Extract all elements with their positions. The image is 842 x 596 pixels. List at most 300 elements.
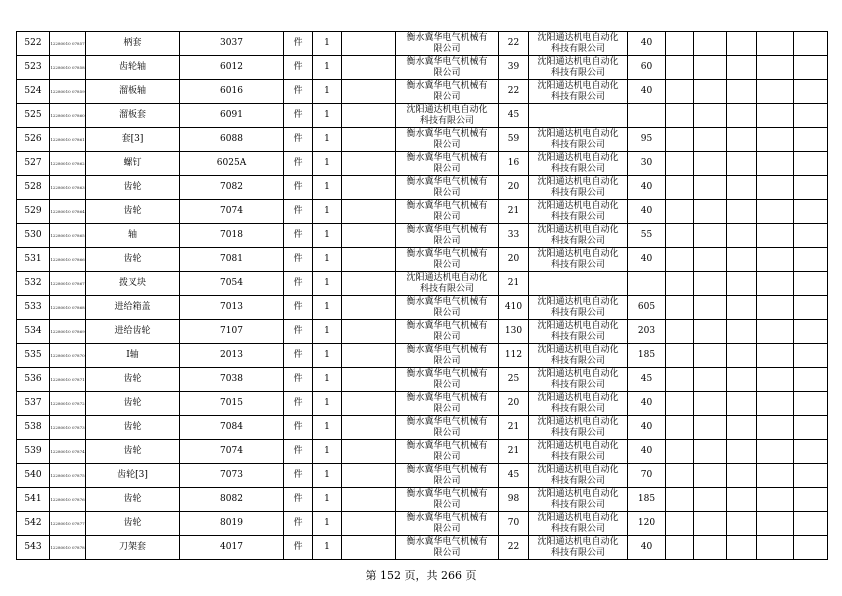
cell-empty xyxy=(694,368,727,392)
supplier-line: 沈阳通达机电自动化 xyxy=(537,368,619,379)
cell-empty xyxy=(342,464,396,488)
cell-supplier-2 xyxy=(529,392,628,416)
cell-part-number: 7038 xyxy=(180,368,284,392)
cell-price-1: 130 xyxy=(499,320,529,344)
cell-empty xyxy=(727,200,757,224)
cell-part-number: 7018 xyxy=(180,224,284,248)
cell-empty xyxy=(694,488,727,512)
cell-unit: 件 xyxy=(284,368,313,392)
cell-supplier-2 xyxy=(529,464,628,488)
cell-supplier-1 xyxy=(396,392,499,416)
cell-empty xyxy=(727,536,757,560)
cell-empty xyxy=(666,488,694,512)
cell-row-number: 535 xyxy=(17,344,50,368)
cell-empty xyxy=(342,320,396,344)
supplier-line: 衡水冀华电气机械有 xyxy=(406,80,488,91)
cell-price-2: 95 xyxy=(628,128,666,152)
cell-part-number: 2013 xyxy=(180,344,284,368)
cell-empty xyxy=(727,32,757,56)
cell-part-number: 7107 xyxy=(180,320,284,344)
supplier-line: 限公司 xyxy=(433,307,461,318)
cell-empty xyxy=(794,128,828,152)
cell-supplier-1 xyxy=(396,368,499,392)
cell-part-name: 齿轮 xyxy=(86,200,180,224)
cell-empty xyxy=(727,464,757,488)
cell-empty xyxy=(666,416,694,440)
cell-row-number: 529 xyxy=(17,200,50,224)
supplier-line: 沈阳通达机电自动化 xyxy=(537,80,619,91)
supplier-line: 科技有限公司 xyxy=(550,427,605,438)
cell-quantity: 1 xyxy=(313,512,342,536)
cell-price-1: 25 xyxy=(499,368,529,392)
table-row xyxy=(17,80,828,104)
cell-empty xyxy=(666,464,694,488)
table-row xyxy=(17,440,828,464)
cell-empty xyxy=(694,152,727,176)
cell-part-name: 齿轮 xyxy=(86,416,180,440)
cell-part-name: 齿轮 xyxy=(86,440,180,464)
supplier-line: 科技有限公司 xyxy=(550,499,605,510)
page-footer xyxy=(0,567,842,583)
cell-price-2: 45 xyxy=(628,368,666,392)
cell-supplier-2 xyxy=(529,104,628,128)
supplier-line: 衡水冀华电气机械有 xyxy=(406,152,488,163)
cell-supplier-2 xyxy=(529,248,628,272)
cell-empty xyxy=(757,536,794,560)
cell-empty xyxy=(757,488,794,512)
cell-empty xyxy=(342,536,396,560)
cell-empty xyxy=(342,56,396,80)
cell-material-code: 12280010 07867 xyxy=(50,272,86,296)
cell-material-code: 12280010 07857 xyxy=(50,32,86,56)
cell-empty xyxy=(342,272,396,296)
cell-empty xyxy=(757,464,794,488)
cell-row-number: 530 xyxy=(17,224,50,248)
supplier-line: 衡水冀华电气机械有 xyxy=(406,416,488,427)
cell-price-2 xyxy=(628,104,666,128)
cell-empty xyxy=(666,152,694,176)
cell-empty xyxy=(757,152,794,176)
cell-supplier-1 xyxy=(396,416,499,440)
cell-empty xyxy=(342,32,396,56)
cell-empty xyxy=(342,152,396,176)
cell-material-code: 12280010 07862 xyxy=(50,152,86,176)
cell-empty xyxy=(727,392,757,416)
supplier-line: 科技有限公司 xyxy=(550,139,605,150)
cell-empty xyxy=(666,128,694,152)
cell-empty xyxy=(757,104,794,128)
cell-row-number: 539 xyxy=(17,440,50,464)
cell-price-2: 55 xyxy=(628,224,666,248)
cell-supplier-1 xyxy=(396,320,499,344)
supplier-line: 科技有限公司 xyxy=(550,259,605,270)
supplier-line: 限公司 xyxy=(433,259,461,270)
cell-material-code: 12280010 07869 xyxy=(50,320,86,344)
cell-part-name: 齿轮[3] xyxy=(86,464,180,488)
cell-quantity: 1 xyxy=(313,152,342,176)
cell-empty xyxy=(757,32,794,56)
cell-part-number: 8082 xyxy=(180,488,284,512)
cell-price-1: 112 xyxy=(499,344,529,368)
cell-empty xyxy=(666,320,694,344)
supplier-line: 限公司 xyxy=(433,163,461,174)
cell-empty xyxy=(694,200,727,224)
cell-empty xyxy=(757,272,794,296)
cell-empty xyxy=(757,128,794,152)
cell-price-2: 40 xyxy=(628,416,666,440)
cell-part-name: 进给箱盖 xyxy=(86,296,180,320)
cell-empty xyxy=(694,176,727,200)
cell-price-2: 605 xyxy=(628,296,666,320)
cell-empty xyxy=(666,104,694,128)
table-row xyxy=(17,128,828,152)
supplier-line: 沈阳通达机电自动化 xyxy=(406,104,488,115)
cell-part-number: 7015 xyxy=(180,392,284,416)
cell-empty xyxy=(694,56,727,80)
cell-row-number: 538 xyxy=(17,416,50,440)
table-row xyxy=(17,296,828,320)
supplier-line: 科技有限公司 xyxy=(550,331,605,342)
cell-row-number: 523 xyxy=(17,56,50,80)
cell-supplier-1 xyxy=(396,344,499,368)
table-row xyxy=(17,56,828,80)
cell-unit: 件 xyxy=(284,392,313,416)
cell-material-code: 12280010 07863 xyxy=(50,176,86,200)
cell-unit: 件 xyxy=(284,224,313,248)
cell-empty xyxy=(694,464,727,488)
cell-quantity: 1 xyxy=(313,320,342,344)
table-row xyxy=(17,248,828,272)
supplier-line: 限公司 xyxy=(433,331,461,342)
table-row xyxy=(17,320,828,344)
supplier-line: 限公司 xyxy=(433,211,461,222)
cell-part-name: 溜板套 xyxy=(86,104,180,128)
cell-price-1: 33 xyxy=(499,224,529,248)
cell-empty xyxy=(727,296,757,320)
cell-row-number: 541 xyxy=(17,488,50,512)
cell-supplier-1 xyxy=(396,272,499,296)
cell-empty xyxy=(342,80,396,104)
cell-empty xyxy=(666,80,694,104)
cell-empty xyxy=(794,536,828,560)
cell-row-number: 527 xyxy=(17,152,50,176)
cell-empty xyxy=(342,440,396,464)
cell-part-name: 齿轮轴 xyxy=(86,56,180,80)
cell-empty xyxy=(794,488,828,512)
cell-supplier-2 xyxy=(529,200,628,224)
table-row xyxy=(17,272,828,296)
cell-row-number: 537 xyxy=(17,392,50,416)
supplier-line: 衡水冀华电气机械有 xyxy=(406,176,488,187)
cell-part-name: 齿轮 xyxy=(86,488,180,512)
cell-supplier-2 xyxy=(529,272,628,296)
cell-material-code: 12280010 07878 xyxy=(50,536,86,560)
supplier-line: 科技有限公司 xyxy=(419,115,474,126)
cell-empty xyxy=(694,32,727,56)
cell-empty xyxy=(794,32,828,56)
cell-part-number: 4017 xyxy=(180,536,284,560)
cell-empty xyxy=(727,440,757,464)
cell-unit: 件 xyxy=(284,104,313,128)
cell-unit: 件 xyxy=(284,416,313,440)
cell-unit: 件 xyxy=(284,344,313,368)
supplier-line: 沈阳通达机电自动化 xyxy=(537,488,619,499)
cell-empty xyxy=(694,224,727,248)
cell-empty xyxy=(757,176,794,200)
cell-empty xyxy=(757,296,794,320)
cell-part-name: 轴 xyxy=(86,224,180,248)
cell-supplier-2 xyxy=(529,128,628,152)
cell-quantity: 1 xyxy=(313,416,342,440)
cell-supplier-1 xyxy=(396,176,499,200)
cell-price-1: 16 xyxy=(499,152,529,176)
cell-unit: 件 xyxy=(284,320,313,344)
supplier-line: 限公司 xyxy=(433,427,461,438)
supplier-line: 限公司 xyxy=(433,403,461,414)
cell-unit: 件 xyxy=(284,488,313,512)
cell-empty xyxy=(794,368,828,392)
cell-price-1: 70 xyxy=(499,512,529,536)
supplier-line: 衡水冀华电气机械有 xyxy=(406,440,488,451)
supplier-line: 沈阳通达机电自动化 xyxy=(537,320,619,331)
cell-unit: 件 xyxy=(284,128,313,152)
cell-material-code: 12280010 07870 xyxy=(50,344,86,368)
supplier-line: 科技有限公司 xyxy=(550,547,605,558)
supplier-line: 衡水冀华电气机械有 xyxy=(406,128,488,139)
supplier-line: 限公司 xyxy=(433,235,461,246)
table-row xyxy=(17,32,828,56)
cell-empty xyxy=(666,272,694,296)
supplier-line: 科技有限公司 xyxy=(550,523,605,534)
supplier-line: 限公司 xyxy=(433,67,461,78)
footer-prefix: 第 xyxy=(365,569,377,582)
cell-part-name: 齿轮 xyxy=(86,368,180,392)
cell-supplier-1 xyxy=(396,464,499,488)
table-row xyxy=(17,104,828,128)
cell-material-code: 12280010 07860 xyxy=(50,104,86,128)
cell-empty xyxy=(794,272,828,296)
supplier-line: 衡水冀华电气机械有 xyxy=(406,32,488,43)
cell-supplier-2 xyxy=(529,224,628,248)
supplier-line: 科技有限公司 xyxy=(550,307,605,318)
cell-quantity: 1 xyxy=(313,488,342,512)
cell-empty xyxy=(694,296,727,320)
cell-empty xyxy=(342,344,396,368)
cell-part-name: 螺钉 xyxy=(86,152,180,176)
cell-quantity: 1 xyxy=(313,536,342,560)
cell-empty xyxy=(342,392,396,416)
supplier-line: 衡水冀华电气机械有 xyxy=(406,464,488,475)
supplier-line: 科技有限公司 xyxy=(550,355,605,366)
supplier-line: 科技有限公司 xyxy=(550,403,605,414)
cell-empty xyxy=(342,296,396,320)
cell-quantity: 1 xyxy=(313,176,342,200)
cell-supplier-1 xyxy=(396,536,499,560)
cell-price-1: 20 xyxy=(499,392,529,416)
cell-empty xyxy=(757,392,794,416)
supplier-line: 科技有限公司 xyxy=(550,211,605,222)
cell-price-1: 45 xyxy=(499,104,529,128)
cell-price-1: 45 xyxy=(499,464,529,488)
cell-empty xyxy=(694,440,727,464)
supplier-line: 衡水冀华电气机械有 xyxy=(406,200,488,211)
table-body xyxy=(17,32,828,560)
cell-empty xyxy=(794,224,828,248)
cell-empty xyxy=(694,536,727,560)
cell-empty xyxy=(666,224,694,248)
cell-row-number: 540 xyxy=(17,464,50,488)
cell-empty xyxy=(694,392,727,416)
table-row xyxy=(17,176,828,200)
cell-empty xyxy=(727,176,757,200)
cell-part-number: 7054 xyxy=(180,272,284,296)
cell-quantity: 1 xyxy=(313,296,342,320)
cell-quantity: 1 xyxy=(313,368,342,392)
cell-quantity: 1 xyxy=(313,464,342,488)
cell-unit: 件 xyxy=(284,56,313,80)
supplier-line: 沈阳通达机电自动化 xyxy=(537,392,619,403)
supplier-line: 科技有限公司 xyxy=(550,235,605,246)
cell-row-number: 536 xyxy=(17,368,50,392)
cell-empty xyxy=(794,392,828,416)
cell-row-number: 534 xyxy=(17,320,50,344)
supplier-line: 沈阳通达机电自动化 xyxy=(537,344,619,355)
cell-empty xyxy=(727,56,757,80)
cell-price-2: 40 xyxy=(628,80,666,104)
cell-part-number: 8019 xyxy=(180,512,284,536)
cell-part-name: 套[3] xyxy=(86,128,180,152)
table-row xyxy=(17,344,828,368)
cell-empty xyxy=(666,536,694,560)
cell-empty xyxy=(666,512,694,536)
supplier-line: 限公司 xyxy=(433,355,461,366)
cell-empty xyxy=(694,344,727,368)
cell-empty xyxy=(727,248,757,272)
cell-empty xyxy=(794,56,828,80)
supplier-line: 沈阳通达机电自动化 xyxy=(537,200,619,211)
supplier-line: 沈阳通达机电自动化 xyxy=(537,464,619,475)
cell-empty xyxy=(342,512,396,536)
cell-unit: 件 xyxy=(284,296,313,320)
cell-supplier-2 xyxy=(529,80,628,104)
supplier-line: 沈阳通达机电自动化 xyxy=(537,296,619,307)
cell-empty xyxy=(727,128,757,152)
cell-empty xyxy=(342,488,396,512)
cell-empty xyxy=(794,104,828,128)
cell-material-code: 12280010 07872 xyxy=(50,392,86,416)
cell-empty xyxy=(757,200,794,224)
cell-part-name: 齿轮 xyxy=(86,512,180,536)
cell-unit: 件 xyxy=(284,152,313,176)
cell-part-number: 7084 xyxy=(180,416,284,440)
cell-material-code: 12280010 07866 xyxy=(50,248,86,272)
cell-part-number: 7082 xyxy=(180,176,284,200)
cell-part-number: 7081 xyxy=(180,248,284,272)
cell-supplier-2 xyxy=(529,296,628,320)
cell-price-1: 22 xyxy=(499,536,529,560)
supplier-line: 衡水冀华电气机械有 xyxy=(406,224,488,235)
cell-unit: 件 xyxy=(284,464,313,488)
cell-part-number: 6025A xyxy=(180,152,284,176)
supplier-line: 衡水冀华电气机械有 xyxy=(406,296,488,307)
cell-empty xyxy=(666,392,694,416)
cell-empty xyxy=(757,80,794,104)
cell-empty xyxy=(727,104,757,128)
cell-quantity: 1 xyxy=(313,224,342,248)
cell-empty xyxy=(727,272,757,296)
cell-quantity: 1 xyxy=(313,104,342,128)
cell-empty xyxy=(757,512,794,536)
supplier-line: 科技有限公司 xyxy=(550,187,605,198)
table-row xyxy=(17,200,828,224)
parts-table xyxy=(16,31,828,560)
cell-empty xyxy=(666,248,694,272)
cell-empty xyxy=(342,104,396,128)
cell-empty xyxy=(757,368,794,392)
cell-empty xyxy=(794,200,828,224)
cell-supplier-1 xyxy=(396,56,499,80)
cell-empty xyxy=(666,200,694,224)
cell-supplier-2 xyxy=(529,536,628,560)
cell-unit: 件 xyxy=(284,272,313,296)
cell-price-1: 98 xyxy=(499,488,529,512)
cell-part-number: 7073 xyxy=(180,464,284,488)
cell-part-number: 6088 xyxy=(180,128,284,152)
cell-quantity: 1 xyxy=(313,56,342,80)
cell-empty xyxy=(727,368,757,392)
supplier-line: 沈阳通达机电自动化 xyxy=(537,56,619,67)
supplier-line: 限公司 xyxy=(433,91,461,102)
supplier-line: 沈阳通达机电自动化 xyxy=(537,440,619,451)
cell-supplier-1 xyxy=(396,104,499,128)
cell-price-2: 70 xyxy=(628,464,666,488)
cell-empty xyxy=(342,416,396,440)
cell-unit: 件 xyxy=(284,440,313,464)
cell-empty xyxy=(794,416,828,440)
cell-empty xyxy=(794,440,828,464)
supplier-line: 衡水冀华电气机械有 xyxy=(406,512,488,523)
cell-price-1: 21 xyxy=(499,200,529,224)
cell-price-2: 30 xyxy=(628,152,666,176)
cell-quantity: 1 xyxy=(313,344,342,368)
cell-empty xyxy=(342,368,396,392)
cell-part-name: Ⅰ轴 xyxy=(86,344,180,368)
cell-empty xyxy=(794,296,828,320)
cell-part-name: 柄套 xyxy=(86,32,180,56)
supplier-line: 科技有限公司 xyxy=(419,283,474,294)
cell-empty xyxy=(666,368,694,392)
cell-empty xyxy=(666,32,694,56)
cell-empty xyxy=(727,488,757,512)
cell-material-code: 12280010 07875 xyxy=(50,464,86,488)
cell-part-number: 6091 xyxy=(180,104,284,128)
cell-supplier-2 xyxy=(529,368,628,392)
cell-price-2: 203 xyxy=(628,320,666,344)
cell-part-number: 6012 xyxy=(180,56,284,80)
cell-supplier-1 xyxy=(396,224,499,248)
cell-material-code: 12280010 07876 xyxy=(50,488,86,512)
cell-supplier-1 xyxy=(396,488,499,512)
cell-empty xyxy=(666,176,694,200)
supplier-line: 沈阳通达机电自动化 xyxy=(537,224,619,235)
cell-part-number: 3037 xyxy=(180,32,284,56)
supplier-line: 限公司 xyxy=(433,523,461,534)
supplier-line: 限公司 xyxy=(433,475,461,486)
cell-row-number: 522 xyxy=(17,32,50,56)
supplier-line: 限公司 xyxy=(433,187,461,198)
supplier-line: 沈阳通达机电自动化 xyxy=(537,128,619,139)
cell-material-code: 12280010 07859 xyxy=(50,80,86,104)
